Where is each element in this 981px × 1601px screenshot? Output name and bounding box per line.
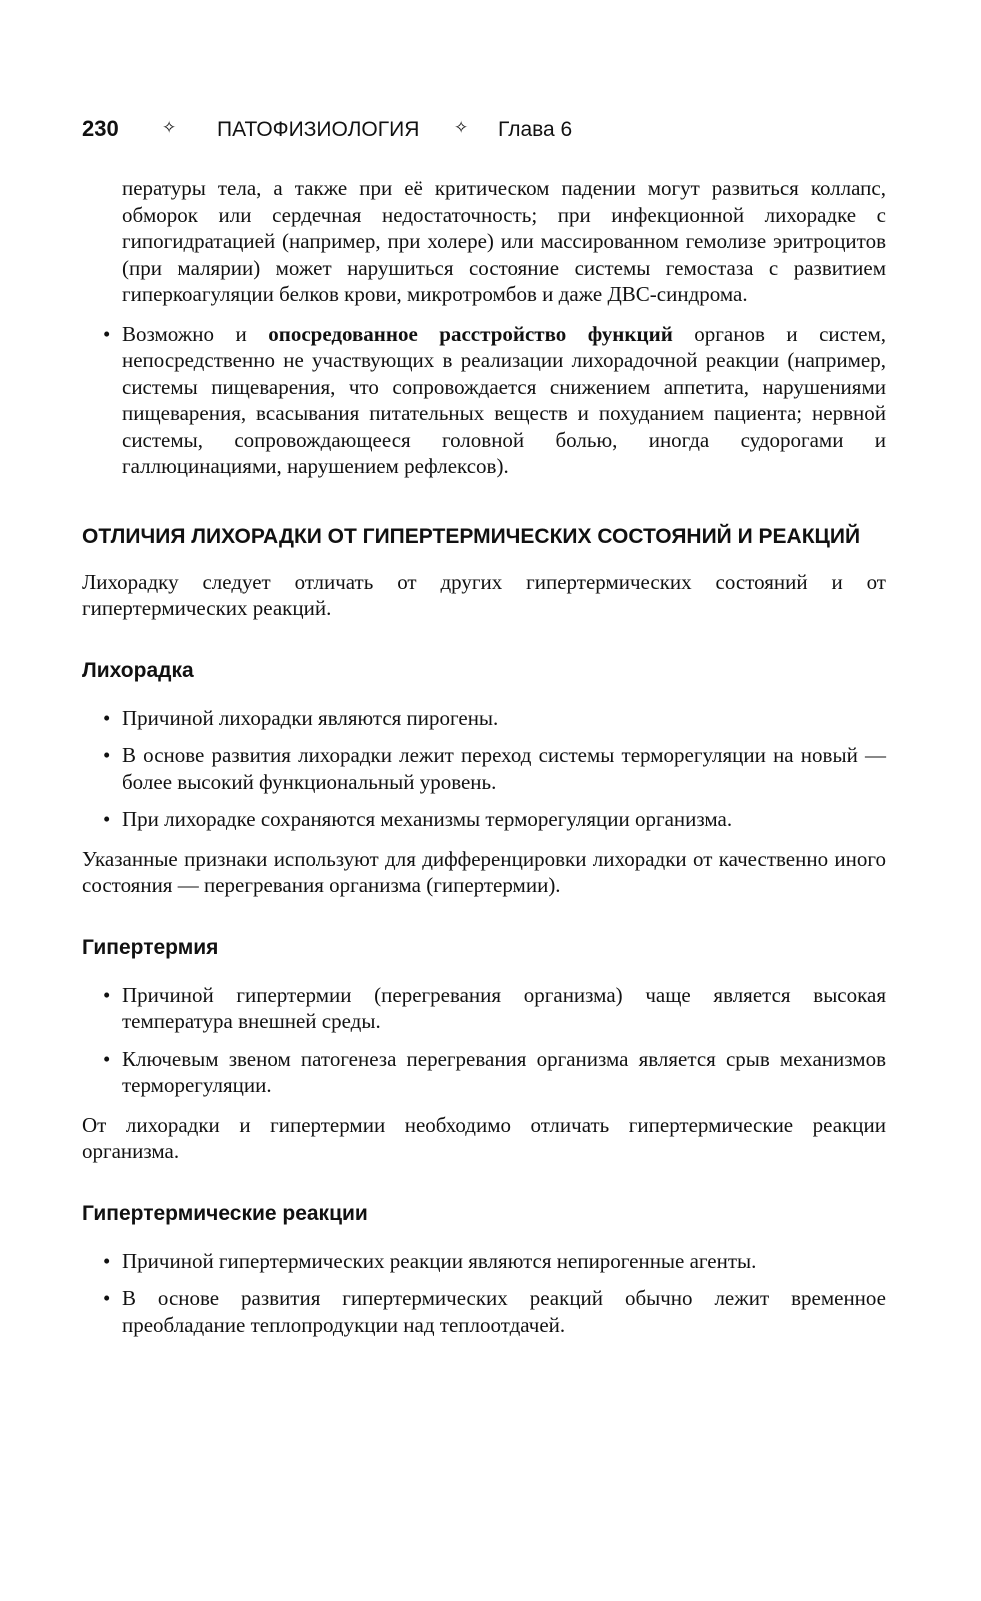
bullet-icon: • <box>103 1248 111 1273</box>
running-header <box>82 112 886 152</box>
list-item <box>82 806 886 833</box>
list-item-text: Причиной гипертермических реакции являются непирогенные агенты. <box>122 1248 757 1273</box>
subheading-fever: Лихорадка <box>82 658 194 682</box>
list-item-text: В основе развития лихорадки лежит переход системы терморегуляции на новый — более высокий функциональный уровень. <box>122 743 886 794</box>
bullet-text-end: органов и систем, непосредственно не участвующих в реализации лихорадочной реакции (например, системы пищеварения, что сопровождается снижением аппетита, нарушениями пищеварения, всасывания питательных веществ и похуданием пациента; нервной системы, сопровождающееся головной болью, иногда судорогами и галлюцинациями, нарушением рефлексов). <box>122 321 886 478</box>
paragraph: От лихорадки и гипертермии необходимо отличать гипертермические реакции организма. <box>82 1112 886 1163</box>
list-item <box>82 1248 886 1275</box>
bullet-icon: • <box>103 743 111 767</box>
list-item <box>82 705 886 732</box>
list-item <box>82 1046 886 1099</box>
bullet-icon: • <box>103 705 111 730</box>
paragraph: Указанные признаки используют для дифференцировки лихорадки от качественно иного состояния — перегревания организма (гипертермии). <box>82 846 886 897</box>
list-item <box>82 321 886 480</box>
diamond-icon: ✧ <box>162 118 177 137</box>
diamond-icon: ✧ <box>454 118 469 137</box>
list-item-text: Ключевым звеном патогенеза перегревания организма является срыв механизмов терморегуляции. <box>122 1046 886 1097</box>
list-item-text: В основе развития гипертермических реакций обычно лежит временное преобладание теплопродукции над теплоотдачей. <box>122 1286 886 1337</box>
section-intro: Лихорадку следует отличать от других гипертермических состояний и от гипертермических реакций. <box>82 569 886 620</box>
bullet-text-start: Возможно и <box>122 321 269 346</box>
book-page <box>82 112 886 1338</box>
bullet-icon: • <box>103 982 111 1007</box>
list-item-text: Причиной лихорадки являются пирогены. <box>122 705 499 730</box>
bullet-icon: • <box>103 807 111 831</box>
list-item <box>82 1285 886 1338</box>
list-item <box>82 982 886 1035</box>
list-item <box>82 742 886 795</box>
bullet-icon: • <box>103 321 111 346</box>
section-heading: ОТЛИЧИЯ ЛИХОРАДКИ ОТ ГИПЕРТЕРМИЧЕСКИХ СОСТОЯНИЙ И РЕАКЦИЙ <box>82 524 861 548</box>
bullet-icon: • <box>103 1286 111 1310</box>
list-item-text: При лихорадке сохраняются механизмы терморегуляции организма. <box>122 807 733 831</box>
book-title: ПАТОФИЗИОЛОГИЯ <box>217 118 420 141</box>
subheading-reactions: Гипертермические реакции <box>82 1201 368 1225</box>
continuation-paragraph: пературы тела, а также при её критическом падении могут развиться коллапс, обморок или сердечная недостаточность; при инфекционной лихорадке с гипогидратацией (например, при холере) или массированном гемолизе эритроцитов (при малярии) может нарушиться состояние системы гемостаза с развитием гиперкоагуляции белков крови, микротромбов и даже ДВС-синдрома. <box>122 176 886 306</box>
subheading-hyperthermia: Гипертермия <box>82 935 219 959</box>
bullet-icon: • <box>103 1046 111 1071</box>
page-number: 230 <box>82 116 119 141</box>
bold-term: опосредованное расстройство функций <box>268 321 673 346</box>
list-item-text: Причиной гипертермии (перегревания организма) чаще является высокая температура внешней среды. <box>122 982 886 1033</box>
chapter-label: Глава 6 <box>498 118 573 141</box>
